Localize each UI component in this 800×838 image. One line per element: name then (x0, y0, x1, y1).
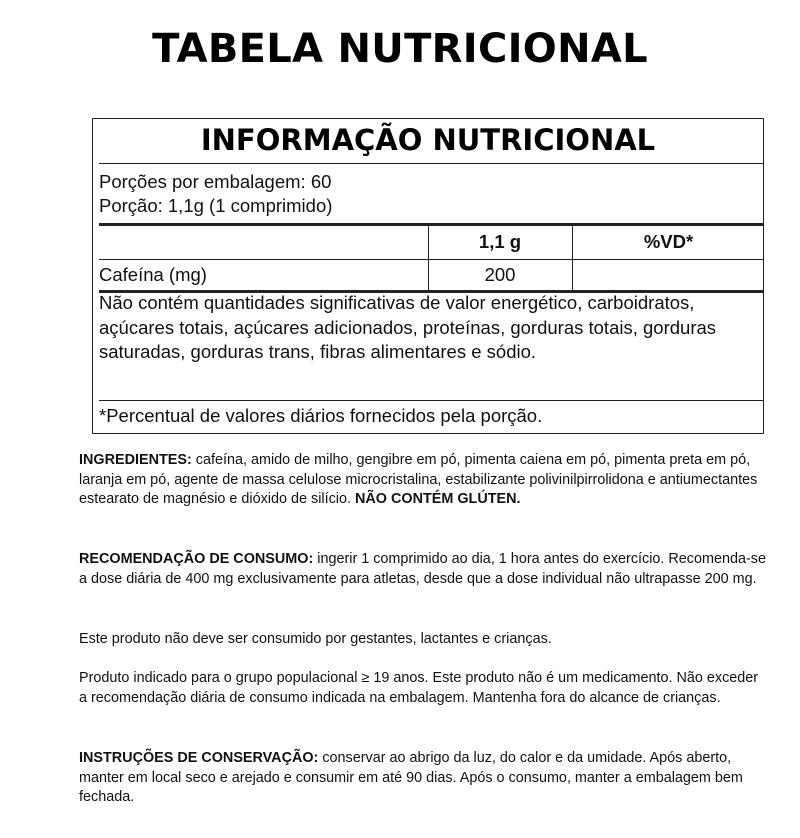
nutrition-facts-table (92, 118, 764, 434)
amount-header: 1,1 g (478, 231, 522, 252)
page-title: TABELA NUTRICIONAL (152, 26, 648, 72)
vd-footnote: *Percentual de valores diários fornecidos pela porção. (99, 405, 543, 426)
servings-per-package: Porções por embalagem: 60 (99, 171, 332, 192)
header-divider (99, 259, 763, 260)
nutrient-amount: 200 (484, 264, 516, 285)
indication-section: Produto indicado para o grupo populacional ≥ 19 anos. Este produto não é um medicamento. Não exceder a recomendação diária de consumo indicada na embalagem. Mantenha fora do alcance de crianças. (79, 670, 759, 706)
ingredients-text: cafeína, amido de milho, gengibre em pó, pimenta caiena em pó, pimenta preta em pó, laranja em pó, agente de massa celulose microcristalina, estabilizante polivinilpirrolidona e antiumectantes estearato de magnésio e dióxido de silício. (79, 452, 758, 508)
table-title: INFORMAÇÃO NUTRICIONAL (200, 123, 656, 157)
storage-section (79, 749, 769, 808)
storage-text: conservar ao abrigo da luz, do calor e da umidade. Após aberto, manter em local seco e arejado e consumir em até 90 dias. Após o consumo, manter a embalagem bem fechada. (79, 750, 743, 806)
gluten-notice: NÃO CONTÉM GLÚTEN. (355, 491, 521, 508)
recommendation-text: ingerir 1 comprimido ao dia, 1 hora antes do exercício. Recomenda-se a dose diária de 400 mg exclusivamente para atletas, desde que a dose individual não ultrapasse 200 mg. (79, 551, 766, 587)
warning-groups: Este produto não deve ser consumido por gestantes, lactantes e crianças. (79, 631, 552, 647)
ingredients-section (79, 451, 769, 510)
not-significant-notice: Não contém quantidades significativas de valor energético, carboidratos, açúcares totais, açúcares adicionados, proteínas, gorduras totais, gorduras saturadas, gorduras trans, fibras alimentares e sódio. (99, 292, 717, 362)
recommendation-section (79, 550, 769, 589)
ingredients-label: INGREDIENTES: (79, 452, 192, 468)
nutrient-name: Cafeína (mg) (99, 264, 207, 285)
recommendation-label: RECOMENDAÇÃO DE CONSUMO: (79, 551, 314, 567)
serving-size: Porção: 1,1g (1 comprimido) (99, 195, 333, 216)
serving-divider (99, 223, 763, 226)
title-divider (99, 163, 763, 164)
storage-label: INSTRUÇÕES DE CONSERVAÇÃO: (79, 750, 319, 766)
footnote-divider (99, 400, 763, 401)
vd-header: %VD* (643, 231, 694, 252)
